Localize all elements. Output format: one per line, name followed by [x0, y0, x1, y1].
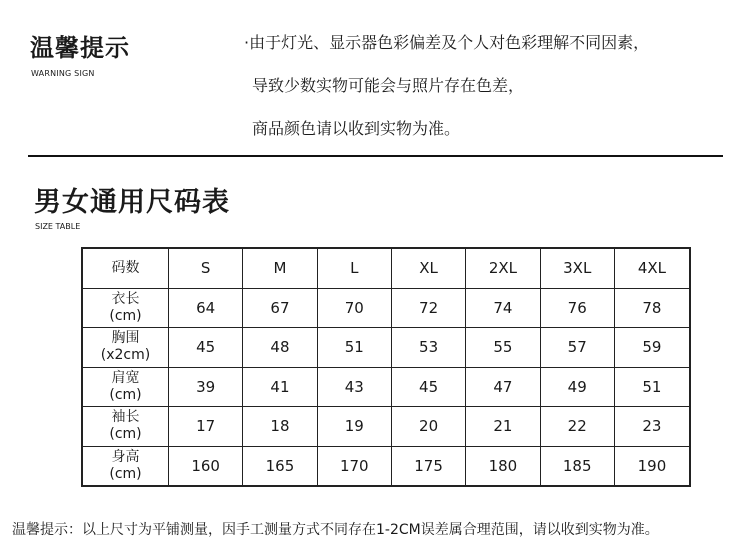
- table-cell: 175: [391, 446, 465, 486]
- footer-note: 温馨提示：以上尺寸为平铺测量，因手工测量方式不同存在1-2CM误差属合理范围，请以收到实物为准。: [12, 522, 659, 538]
- table-cell: 45: [169, 328, 243, 368]
- table-cell: 72: [391, 288, 465, 328]
- table-cell: 78: [614, 288, 690, 328]
- table-cell: 180: [466, 446, 540, 486]
- table-row: [82, 328, 690, 368]
- measurement-label-text: (cm): [109, 465, 142, 482]
- table-cell: 23: [614, 407, 690, 447]
- table-cell: 43: [317, 367, 391, 407]
- table-cell: 39: [169, 367, 243, 407]
- header-label-cell: 码数: [82, 248, 169, 288]
- size-header-cell: S: [169, 248, 243, 288]
- warning-note-line: 商品颜色请以收到实物为准。: [252, 119, 461, 138]
- measurement-label-text: 胸围: [111, 330, 140, 347]
- size-header-cell: M: [243, 248, 317, 288]
- table-cell: 48: [243, 328, 317, 368]
- table-cell: 17: [169, 407, 243, 447]
- section-divider: [28, 155, 723, 157]
- table-row: [82, 288, 690, 328]
- size-table-title: 男女通用尺码表: [34, 187, 230, 218]
- table-cell: 74: [466, 288, 540, 328]
- table-cell: 49: [540, 367, 614, 407]
- table-cell: 64: [169, 288, 243, 328]
- measurement-label-cell: [82, 328, 169, 368]
- measurement-label-cell: [82, 446, 169, 486]
- measurement-label-text: 肩宽: [111, 369, 140, 386]
- table-cell: 170: [317, 446, 391, 486]
- table-cell: 21: [466, 407, 540, 447]
- measurement-label-text: 袖长: [111, 409, 140, 426]
- table-cell: 51: [614, 367, 690, 407]
- table-header-row: [82, 248, 690, 288]
- table-row: [82, 446, 690, 486]
- table-cell: 22: [540, 407, 614, 447]
- warning-title: 温馨提示: [30, 34, 130, 62]
- table-cell: 47: [466, 367, 540, 407]
- table-row: [82, 367, 690, 407]
- table-cell: 67: [243, 288, 317, 328]
- table-cell: 57: [540, 328, 614, 368]
- table-cell: 45: [391, 367, 465, 407]
- measurement-label-text: (cm): [109, 386, 142, 403]
- table-cell: 20: [391, 407, 465, 447]
- size-header-cell: 4XL: [614, 248, 690, 288]
- warning-notes: [244, 33, 734, 162]
- table-row: [82, 407, 690, 447]
- table-cell: 165: [243, 446, 317, 486]
- table-cell: 185: [540, 446, 614, 486]
- measurement-label-cell: [82, 288, 169, 328]
- size-table-subtitle: SIZE TABLE: [35, 222, 81, 231]
- table-cell: 18: [243, 407, 317, 447]
- table-cell: 190: [614, 446, 690, 486]
- table-cell: 51: [317, 328, 391, 368]
- warning-note-line: 导致少数实物可能会与照片存在色差，: [252, 76, 525, 95]
- size-header-cell: 2XL: [466, 248, 540, 288]
- table-cell: 76: [540, 288, 614, 328]
- measurement-label-text: (cm): [109, 307, 142, 324]
- table-cell: 41: [243, 367, 317, 407]
- table-cell: 53: [391, 328, 465, 368]
- size-table: [81, 247, 691, 487]
- table-cell: 70: [317, 288, 391, 328]
- table-cell: 59: [614, 328, 690, 368]
- warning-note-line: ·由于灯光、显示器色彩偏差及个人对色彩理解不同因素，: [244, 33, 650, 52]
- table-cell: 55: [466, 328, 540, 368]
- size-header-cell: L: [317, 248, 391, 288]
- size-header-cell: XL: [391, 248, 465, 288]
- table-cell: 19: [317, 407, 391, 447]
- warning-subtitle: WARNING SIGN: [31, 69, 95, 78]
- table-cell: 160: [169, 446, 243, 486]
- measurement-label-cell: [82, 367, 169, 407]
- measurement-label-text: 身高: [111, 448, 140, 465]
- size-header-cell: 3XL: [540, 248, 614, 288]
- measurement-label-text: (x2cm): [100, 347, 151, 364]
- measurement-label-cell: [82, 407, 169, 447]
- measurement-label-text: (cm): [109, 426, 142, 443]
- measurement-label-text: 衣长: [111, 290, 140, 307]
